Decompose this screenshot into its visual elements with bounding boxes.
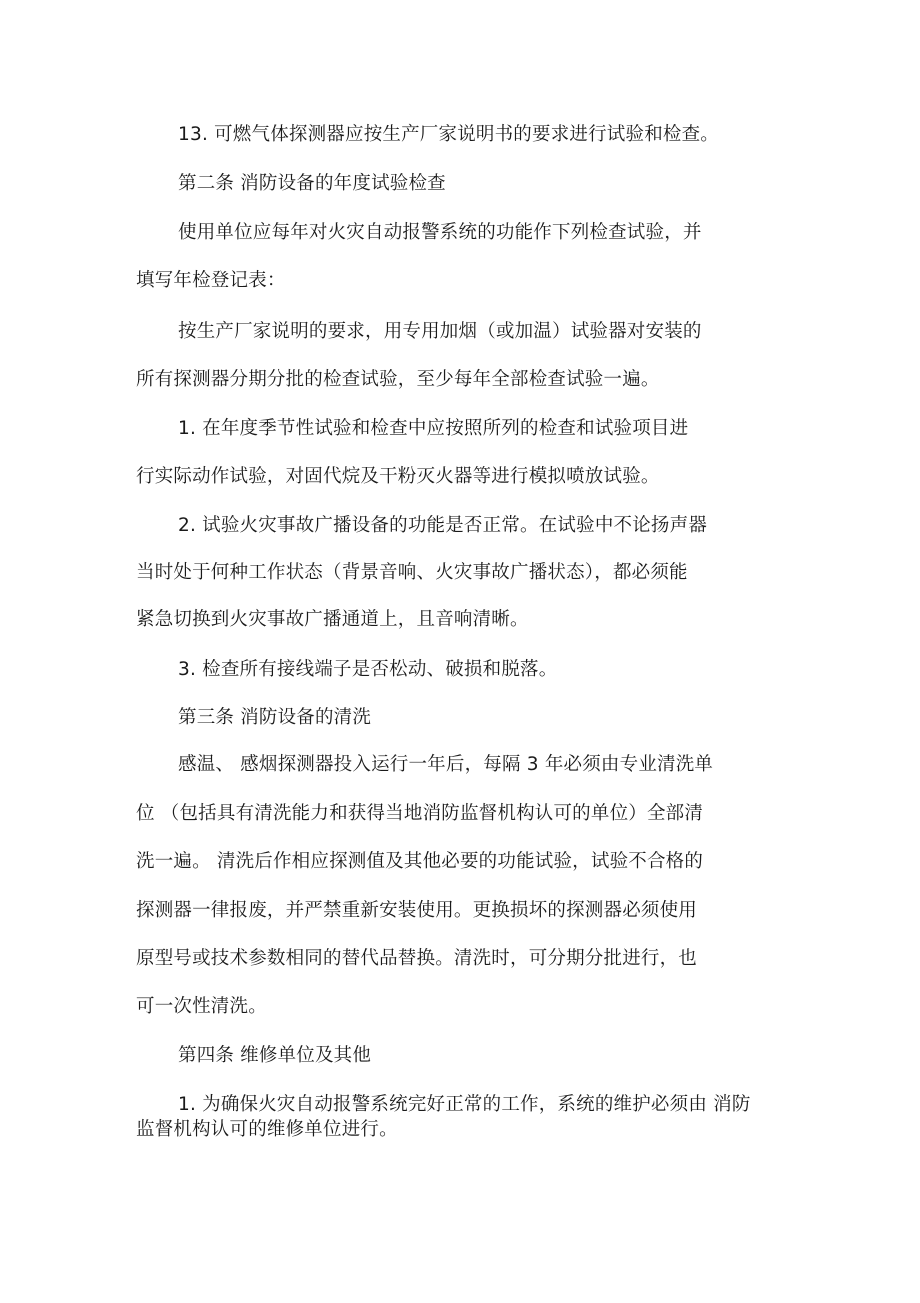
- item-1-text: 1. 为确保火灾自动报警系统完好正常的工作，系统的维护必须由 消防: [178, 1094, 751, 1115]
- paragraph-line: 按生产厂家说明的要求，用专用加烟（或加温）试验器对安装的: [178, 321, 702, 342]
- paragraph-line: 原型号或技术参数相同的替代品替换。清洗时，可分期分批进行，也: [136, 948, 698, 969]
- item-2-text: 2. 试验火灾事故广播设备的功能是否正常。在试验中不论扬声器: [178, 515, 708, 536]
- paragraph-line: 探测器一律报废，并严禁重新安装使用。更换损坏的探测器必须使用: [136, 900, 698, 921]
- paragraph-line: 使用单位应每年对火灾自动报警系统的功能作下列检查试验，并: [178, 222, 702, 243]
- paragraph-line: 当时处于何种工作状态（背景音响、火灾事故广播状态），都必须能: [136, 562, 688, 583]
- article-3-heading: 第三条 消防设备的清洗: [178, 707, 372, 728]
- paragraph-line: 所有探测器分期分批的检查试验，至少每年全部检查试验一遍。: [136, 369, 660, 390]
- paragraph-line: 填写年检登记表：: [136, 270, 286, 291]
- paragraph-line: 监督机构认可的维修单位进行。: [136, 1119, 398, 1140]
- paragraph-line: 感温、 感烟探测器投入运行一年后，每隔 3 年必须由专业清洗单: [178, 754, 714, 775]
- paragraph-line: 洗一遍。 清洗后作相应探测值及其他必要的功能试验，试验不合格的: [136, 851, 704, 872]
- item-13-text: 13. 可燃气体探测器应按生产厂家说明书的要求进行试验和检查。: [178, 124, 720, 145]
- article-2-heading: 第二条 消防设备的年度试验检查: [178, 173, 446, 194]
- paragraph-line: 紧急切换到火灾事故广播通道上，且音响清晰。: [136, 609, 529, 630]
- item-1-text: 1. 在年度季节性试验和检查中应按照所列的检查和试验项目进: [178, 418, 689, 439]
- paragraph-line: 位 （包括具有清洗能力和获得当地消防监督机构认可的单位）全部清: [136, 803, 704, 824]
- paragraph-line: 行实际动作试验，对固代烷及干粉灭火器等进行模拟喷放试验。: [136, 466, 660, 487]
- item-3-text: 3. 检查所有接线端子是否松动、破损和脱落。: [178, 659, 558, 680]
- paragraph-line: 可一次性清洗。: [136, 996, 267, 1017]
- article-4-heading: 第四条 维修单位及其他: [178, 1045, 372, 1066]
